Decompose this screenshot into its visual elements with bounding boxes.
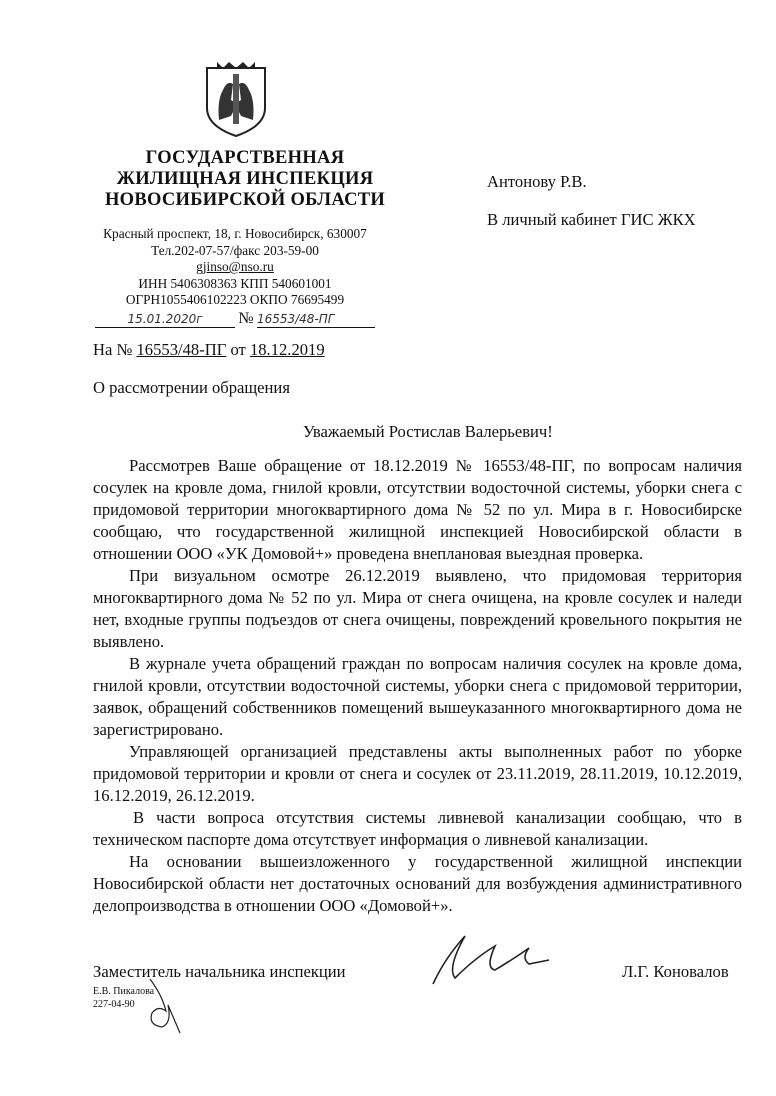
sender-inn-kpp: ИНН 5406308363 КПП 540601001 xyxy=(138,275,332,291)
recipient-destination: В личный кабинет ГИС ЖКХ xyxy=(487,210,696,229)
executor-initials-mark xyxy=(140,975,190,1035)
reference-prefix: На № xyxy=(93,340,133,359)
number-sign: № xyxy=(238,309,254,327)
handwritten-signature xyxy=(425,928,555,990)
executor-phone: 227-04-90 xyxy=(93,999,135,1010)
body-paragraph: При визуальном осмотре 26.12.2019 выявлено, что придомовая территория многоквартирного дома № 52 по ул. Мира от снега очищена, на кровле сосулек и наледи нет, входные группы подъездов от снега очищены, повреждений кровельного покрытия не выявлено. xyxy=(93,566,742,651)
sender-phone: Тел.202-07-57/факс 203-59-00 xyxy=(151,242,319,258)
executor-name: Е.В. Пикалова xyxy=(93,986,155,997)
sender-organization xyxy=(100,148,390,211)
org-line: НОВОСИБИРСКОЙ ОБЛАСТИ xyxy=(104,190,386,210)
org-line: ЖИЛИЩНАЯ ИНСПЕКЦИЯ xyxy=(116,169,374,189)
reference-date: 18.12.2019 xyxy=(249,340,325,359)
signer-position: Заместитель начальника инспекции xyxy=(93,962,346,981)
letter-body xyxy=(93,455,742,917)
reference-from: от xyxy=(230,340,246,359)
letter-subject: О рассмотрении обращения xyxy=(93,378,290,397)
body-paragraph: В журнале учета обращений граждан по вопросам наличия сосулек на кровле дома, гнилой кровли, отсутствии водосточной системы, уборки снега с придомовой территории, заявок, обращений собственников помещений вышеуказанного многоквартирного дома не зарегистрировано. xyxy=(93,654,742,739)
reference-number: 16553/48-ПГ xyxy=(136,340,227,359)
outgoing-registration xyxy=(70,311,400,329)
sender-email[interactable]: gjinso@nso.ru xyxy=(196,259,274,274)
outgoing-number: 16553/48-ПГ xyxy=(257,311,375,329)
sender-contacts xyxy=(70,226,400,328)
body-paragraph: На основании вышеизложенного у государственной жилищной инспекции Новосибирской области нет достаточных оснований для возбуждения административного делопроизводства в отношении ООО «Домовой+». xyxy=(93,852,742,915)
reference-line xyxy=(93,340,325,360)
sender-ogrn-okpo: ОГРН1055406102223 ОКПО 76695499 xyxy=(125,292,345,307)
recipient-name: Антонову Р.В. xyxy=(487,172,587,191)
org-line: ГОСУДАРСТВЕННАЯ xyxy=(145,148,345,168)
outgoing-date: 15.01.2020г xyxy=(95,311,235,329)
greeting: Уважаемый Ростислав Валерьевич! xyxy=(303,422,553,441)
body-paragraph: Рассмотрев Ваше обращение от 18.12.2019 № 16553/48-ПГ, по вопросам наличия сосулек на кровле дома, гнилой кровли, отсутствии водосточной системы, уборки снега с придомовой территории многоквартирного дома № 52 по ул. Мира в г. Новосибирске сообщаю, что государственной жилищной инспекцией Новосибирской области в отношении ООО «УК Домовой+» проведена внеплановая выездная проверка. xyxy=(93,456,742,563)
signer-name: Л.Г. Коновалов xyxy=(622,962,729,981)
body-paragraph: Управляющей организацией представлены акты выполненных работ по уборке придомовой территории и кровли от снега и сосулек от 23.11.2019, 28.11.2019, 10.12.2019, 16.12.2019, 26.12.2019. xyxy=(93,742,742,805)
coat-of-arms-emblem xyxy=(203,60,269,138)
body-paragraph: В части вопроса отсутствия системы ливневой канализации сообщаю, что в техническом паспорте дома отсутствует информация о ливневой канализации. xyxy=(93,808,742,849)
sender-address: Красный проспект, 18, г. Новосибирск, 630007 xyxy=(103,226,367,241)
